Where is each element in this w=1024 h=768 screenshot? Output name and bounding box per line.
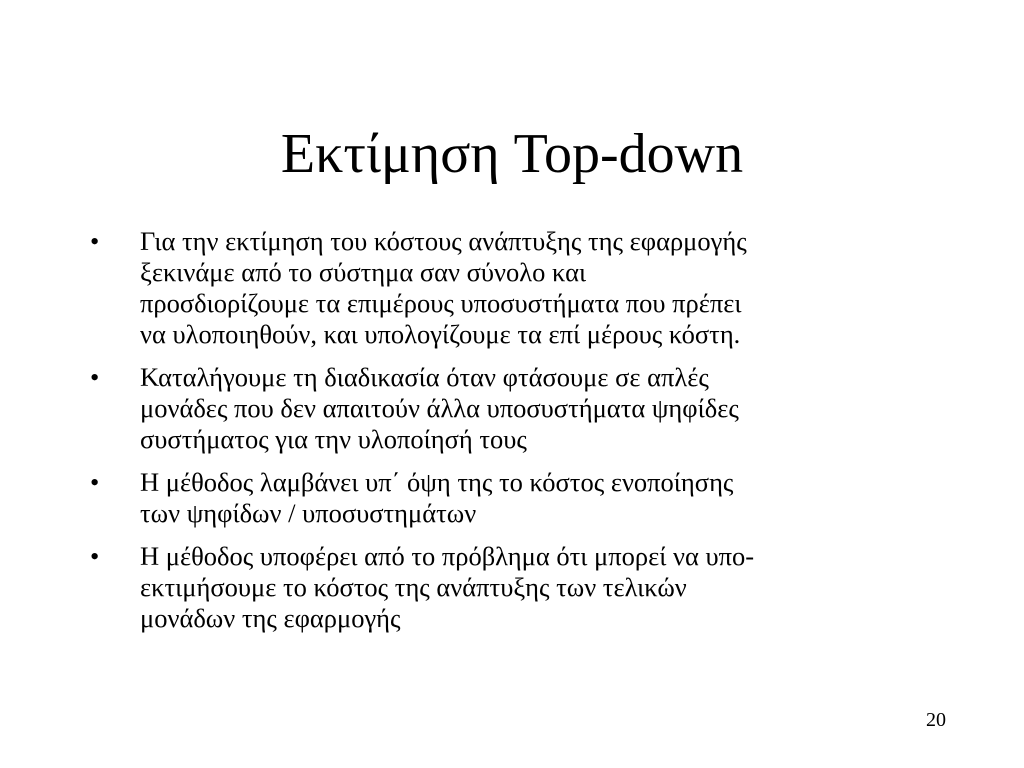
slide-title: Εκτίμηση Top-down [280, 123, 744, 185]
bullet-item [90, 467, 950, 529]
bullet-point-icon: • [90, 541, 100, 571]
bullet-item [90, 541, 950, 634]
bullet-point-icon: • [90, 226, 100, 256]
page-number: 20 [926, 709, 946, 731]
bullet-text: Καταλήγουμε τη διαδικασία όταν φτάσουμε σε απλές μονάδες που δεν απαιτούν άλλα υποσυστήματα ψηφίδες συστήματος για την υλοποίησή τους [140, 362, 739, 454]
bullet-item [90, 362, 950, 455]
bullet-text: Η μέθοδος υποφέρει από το πρόβλημα ότι μπορεί να υπο- εκτιμήσουμε το κόστος της ανάπτυξης των τελικών μονάδων της εφαρμογής [140, 541, 755, 633]
bullet-text: Για την εκτίμηση του κόστους ανάπτυξης της εφαρμογής ξεκινάμε από το σύστημα σαν σύνολο και προσδιορίζουμε τα επιμέρους υποσυστήματα που πρέπει να υλοποιηθούν, και υπολογίζουμε τα επί μέρους κόστη. [140, 226, 747, 349]
bullet-point-icon: • [90, 467, 100, 497]
bullet-text: Η μέθοδος λαμβάνει υπ΄ όψη της το κόστος ενοποίησης των ψηφίδων / υποσυστημάτων [140, 467, 734, 528]
bullet-list [90, 226, 950, 646]
bullet-item [90, 226, 950, 350]
bullet-point-icon: • [90, 362, 100, 392]
